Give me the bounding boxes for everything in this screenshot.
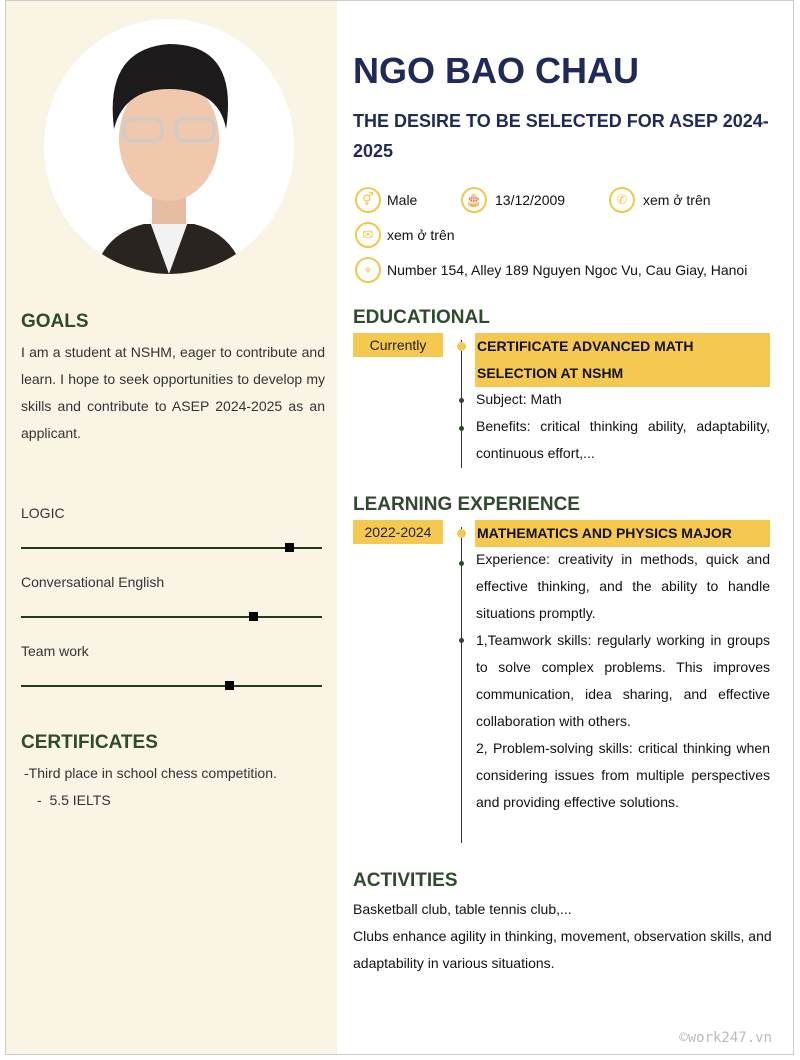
skill-slider-english (21, 616, 322, 618)
skill-label: Conversational English (21, 574, 165, 590)
experience-title: LEARNING EXPERIENCE (353, 494, 580, 515)
gender-icon: ⚥ (355, 187, 381, 213)
education-title: EDUCATIONAL (353, 307, 490, 328)
certificate-item: -Third place in school chess competition. (24, 765, 277, 781)
activities-line: Clubs enhance agility in thinking, movement, observation skills, and adaptability in various situations. (353, 928, 772, 971)
phone-text: xem ở trên (643, 192, 711, 208)
skill-label: Team work (21, 643, 89, 659)
timeline-dot (457, 529, 466, 538)
education-date: Currently (353, 333, 443, 357)
map-pin-icon: ⌖ (355, 257, 381, 283)
birthday-cake-icon: 🎂 (461, 187, 487, 213)
bullet-dot (459, 638, 464, 643)
bullet-dot (459, 398, 464, 403)
timeline-line (461, 340, 462, 468)
phone-icon: ✆ (609, 187, 635, 213)
education-line: Subject: Math (476, 391, 562, 407)
certificate-item: - 5.5 IELTS (37, 792, 111, 808)
email-info (355, 222, 455, 248)
experience-heading: MATHEMATICS AND PHYSICS MAJOR (475, 520, 770, 547)
profile-photo (44, 19, 294, 274)
goals-text: I am a student at NSHM, eager to contribute and learn. I hope to seek opportunities to develop my skills and contribute to ASEP 2024-2025 as an applicant. (21, 344, 325, 441)
watermark: ©work247.vn (679, 1030, 772, 1046)
subtitle: THE DESIRE TO BE SELECTED FOR ASEP 2024-2025 (353, 111, 769, 161)
gender-info (355, 187, 417, 213)
skill-level-marker (249, 612, 258, 621)
education-line: Benefits: critical thinking ability, adaptability, continuous effort,... (476, 418, 770, 461)
address-text: Number 154, Alley 189 Nguyen Ngoc Vu, Cau Giay, Hanoi (387, 262, 748, 278)
mail-icon: ✉ (355, 222, 381, 248)
dob-text: 13/12/2009 (495, 192, 566, 208)
experience-line: Experience: creativity in methods, quick and effective thinking, and the ability to handle situations promptly. (476, 551, 770, 621)
bullet-dot (459, 426, 464, 431)
left-column (6, 1, 337, 1054)
activities-line: Basketball club, table tennis club,... (353, 901, 572, 917)
skill-slider-logic (21, 547, 322, 549)
address-info (355, 257, 747, 283)
skill-slider-teamwork (21, 685, 322, 687)
skill-level-marker (285, 543, 294, 552)
phone-info (609, 187, 711, 213)
bullet-dot (459, 561, 464, 566)
gender-text: Male (387, 192, 418, 208)
goals-title: GOALS (21, 311, 89, 332)
timeline-dot (457, 342, 466, 351)
candidate-name: NGO BAO CHAU (353, 50, 639, 91)
experience-line: 1,Teamwork skills: regularly working in groups to solve complex problems. This improves communication, idea sharing, and effective collaboration with others. (476, 632, 770, 729)
dob-info (461, 187, 565, 213)
education-heading: CERTIFICATE ADVANCED MATH SELECTION AT NSHM (475, 333, 770, 387)
email-text: xem ở trên (387, 227, 455, 243)
skill-level-marker (225, 681, 234, 690)
skill-label: LOGIC (21, 505, 65, 521)
timeline-line (461, 527, 462, 843)
experience-date: 2022-2024 (353, 520, 443, 544)
experience-line: 2, Problem-solving skills: critical thinking when considering issues from multiple perspectives and providing effective solutions. (476, 740, 770, 810)
certificates-title: CERTIFICATES (21, 732, 158, 753)
activities-title: ACTIVITIES (353, 870, 458, 891)
